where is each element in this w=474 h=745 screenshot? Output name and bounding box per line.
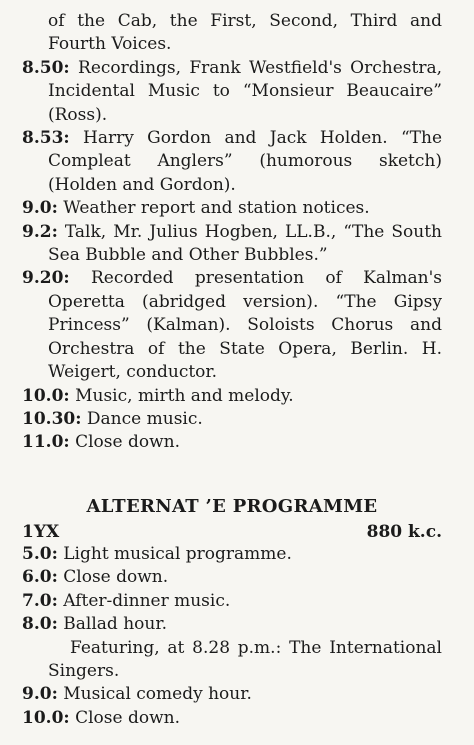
entry-time: 9.2: — [22, 221, 58, 242]
schedule-entry — [22, 707, 442, 730]
schedule-entry — [22, 431, 442, 454]
section-heading: ALTERNAT ’E PROGRAMME — [86, 496, 378, 517]
schedule-entry — [22, 408, 442, 431]
entry-time: 8.0: — [22, 614, 58, 635]
entry-time: 6.0: — [22, 567, 58, 588]
entry-text: Ballad hour. — [63, 614, 167, 635]
schedule-entry — [22, 683, 442, 706]
station-frequency: 880 k.c. — [366, 522, 442, 542]
entry-text: Dance music. — [86, 408, 203, 429]
entry-time: 10.30: — [22, 408, 82, 429]
entry-time: 11.0: — [22, 432, 70, 453]
entry-text: Talk, Mr. Julius Hogben, LL.B., “The South Sea Bubble and Other Bubbles.” — [48, 221, 442, 266]
entry-text: Close down. — [75, 707, 180, 728]
entry-time: 8.53: — [22, 128, 70, 149]
entry-text: After-dinner music. — [63, 590, 231, 611]
entry-text: Music, mirth and melody. — [75, 385, 294, 406]
schedule-bottom — [22, 543, 442, 730]
entry-time: 7.0: — [22, 590, 58, 611]
schedule-entry — [22, 385, 442, 408]
schedule-entry — [22, 543, 442, 566]
schedule-top — [22, 10, 442, 455]
schedule-entry — [22, 566, 442, 589]
entry-text: Recordings, Frank Westfield's Orchestra, Incidental Music to “Monsieur Beaucaire” (Ross). — [48, 57, 442, 125]
entry-text: Musical comedy hour. — [63, 684, 252, 705]
schedule-entry — [22, 267, 442, 384]
schedule-entry — [22, 197, 442, 220]
entry-text: Close down. — [63, 567, 169, 588]
station-call: 1YX — [22, 522, 60, 542]
station-line — [22, 522, 442, 542]
entry-time: 10.0: — [22, 707, 70, 728]
entry-time: 10.0: — [22, 385, 70, 406]
entry-time: 9.0: — [22, 684, 58, 705]
schedule-entry — [22, 127, 442, 197]
schedule-entry — [22, 613, 442, 636]
entry-text: Weather report and station notices. — [63, 198, 370, 219]
entry-text: Close down. — [75, 432, 180, 453]
entry-time: 8.50: — [22, 57, 70, 78]
entry-text: Recorded presentation of Kalman's Operetta (abridged version). “The Gipsy Princess” (Kalman). Soloists Chorus and Orchestra of the State Opera, Berlin. H. Weigert, conductor. — [48, 268, 442, 383]
entry-text: Light musical programme. — [63, 544, 292, 564]
schedule-entry — [22, 590, 442, 613]
entry-text: Harry Gordon and Jack Holden. “The Compleat Anglers” (humorous sketch) (Holden and Gordon). — [48, 128, 442, 195]
schedule-entry — [22, 57, 442, 127]
continuation-text: of the Cab, the First, Second, Third and Fourth Voices. — [48, 11, 442, 55]
entry-time: 9.20: — [22, 268, 70, 289]
entry-time: 5.0: — [22, 544, 58, 564]
entry-time: 9.0: — [22, 198, 58, 219]
featuring-note: Featuring, at 8.28 p.m.: The International Singers. — [48, 637, 442, 682]
schedule-entry — [22, 221, 442, 268]
